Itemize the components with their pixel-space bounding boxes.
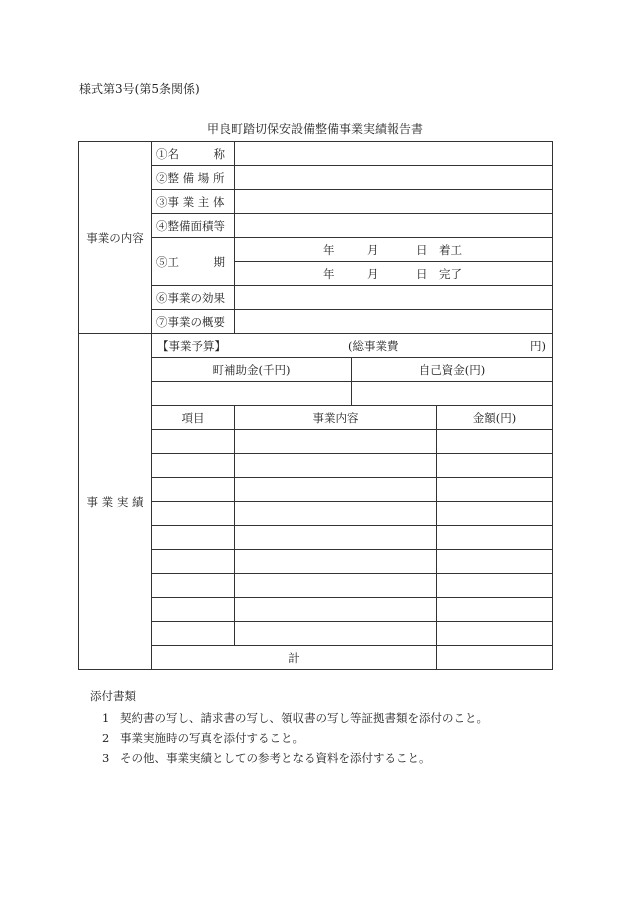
section-label-content: 事業の内容 [79, 142, 152, 334]
list-item-text: 契約書の写し、請求書の写し、領収書の写し等証拠書類を添付のこと。 [120, 711, 488, 725]
amount-cell[interactable] [437, 622, 553, 646]
list-item-number: 1 [102, 711, 110, 725]
amount-cell[interactable] [437, 526, 553, 550]
section-label-results: 事 業 実 績 [79, 334, 152, 670]
subsidy-field[interactable] [152, 382, 352, 406]
total-cost-label: (総事業費 [348, 339, 399, 353]
field-period-start[interactable] [235, 238, 553, 262]
period-start-month: 月 [367, 243, 379, 257]
self-funds-header: 自己資金(円) [352, 358, 553, 382]
row-label-place: ②整 備 場 所 [152, 166, 235, 190]
amount-cell[interactable] [437, 502, 553, 526]
period-end-month: 月 [367, 267, 379, 281]
col-header-amount: 金額(円) [437, 406, 553, 430]
attachments-list [90, 708, 488, 768]
content-cell[interactable] [235, 430, 437, 454]
row-label-actor: ③事 業 主 体 [152, 190, 235, 214]
total-label: 計 [152, 646, 437, 670]
yen-close: 円) [530, 339, 546, 353]
list-item [90, 748, 488, 768]
list-item-text: 事業実施時の写真を添付すること。 [120, 731, 304, 745]
item-cell[interactable] [152, 454, 235, 478]
item-cell[interactable] [152, 478, 235, 502]
subsidy-header: 町補助金(千円) [152, 358, 352, 382]
document-title: 甲良町踏切保安設備整備事業実績報告書 [206, 122, 423, 136]
budget-row [152, 334, 553, 358]
amount-cell[interactable] [437, 598, 553, 622]
item-cell[interactable] [152, 430, 235, 454]
field-actor[interactable] [235, 190, 553, 214]
period-start-year: 年 [323, 243, 335, 257]
amount-cell[interactable] [437, 454, 553, 478]
budget-label: 【事業予算】 [157, 339, 226, 353]
list-item-text: その他、事業実績としての参考となる資料を添付すること。 [120, 751, 431, 765]
amount-cell[interactable] [437, 574, 553, 598]
field-period-end[interactable] [235, 262, 553, 286]
content-cell[interactable] [235, 478, 437, 502]
content-cell[interactable] [235, 550, 437, 574]
period-end-year: 年 [323, 267, 335, 281]
row-label-effect: ⑥事業の効果 [152, 286, 235, 310]
item-cell[interactable] [152, 526, 235, 550]
content-cell[interactable] [235, 502, 437, 526]
field-name[interactable] [235, 142, 553, 166]
col-header-item: 項目 [152, 406, 235, 430]
attachments [90, 686, 488, 768]
period-end-status: 完了 [439, 267, 462, 281]
list-item [90, 708, 488, 728]
field-summary[interactable] [235, 310, 553, 334]
content-cell[interactable] [235, 574, 437, 598]
item-cell[interactable] [152, 502, 235, 526]
row-label-name: ①名 称 [152, 142, 235, 166]
content-cell[interactable] [235, 454, 437, 478]
col-header-content: 事業内容 [235, 406, 437, 430]
content-cell[interactable] [235, 598, 437, 622]
row-label-period: ⑤工 期 [152, 238, 235, 286]
item-cell[interactable] [152, 598, 235, 622]
content-cell[interactable] [235, 526, 437, 550]
row-label-summary: ⑦事業の概要 [152, 310, 235, 334]
field-effect[interactable] [235, 286, 553, 310]
attachments-heading: 添付書類 [90, 689, 136, 703]
list-item-number: 2 [102, 731, 110, 745]
period-end-day: 日 [416, 267, 428, 281]
amount-cell[interactable] [437, 550, 553, 574]
report-table [78, 141, 553, 670]
form-reference: 様式第3号(第5条関係) [79, 82, 200, 96]
self-funds-field[interactable] [352, 382, 553, 406]
item-cell[interactable] [152, 574, 235, 598]
total-amount-field[interactable] [437, 646, 553, 670]
amount-cell[interactable] [437, 478, 553, 502]
amount-cell[interactable] [437, 430, 553, 454]
list-item [90, 728, 488, 748]
item-cell[interactable] [152, 622, 235, 646]
content-cell[interactable] [235, 622, 437, 646]
item-cell[interactable] [152, 550, 235, 574]
field-area[interactable] [235, 214, 553, 238]
field-place[interactable] [235, 166, 553, 190]
period-start-day: 日 [416, 243, 428, 257]
list-item-number: 3 [102, 751, 110, 765]
row-label-area: ④整備面積等 [152, 214, 235, 238]
period-start-status: 着工 [439, 243, 462, 257]
